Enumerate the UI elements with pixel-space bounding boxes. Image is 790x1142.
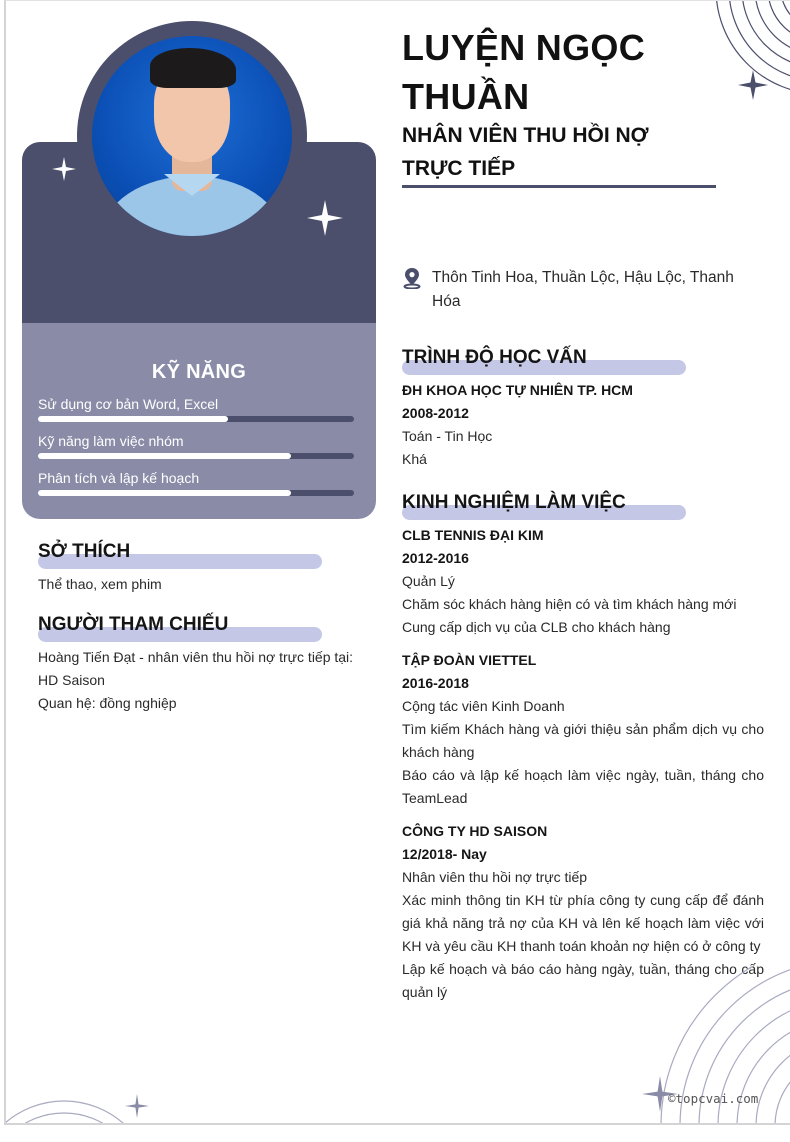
watermark: ©topcvai.com <box>668 1091 759 1106</box>
education-title: TRÌNH ĐỘ HỌC VẤN <box>402 347 587 369</box>
title-divider <box>402 185 716 188</box>
job-description: Lập kế hoạch và báo cáo hàng ngày, tuần, tháng cho cấp quản lý <box>402 961 764 1000</box>
education-grade: Khá <box>402 451 427 467</box>
job-description: Xác minh thông tin KH từ phía công ty cung cấp để đánh giá khả năng trả nợ của KH và lên kế hoạch làm việc với KH và yêu cầu KH thanh toán khoản nợ hiện có ở công ty <box>402 892 764 954</box>
candidate-name: LUYỆN NGỌC THUẦN <box>402 27 646 117</box>
sparkle-icon <box>738 70 768 100</box>
skill-label: Sử dụng cơ bản Word, Excel <box>38 396 219 412</box>
skill-bar <box>38 453 354 459</box>
hobbies-text: Thể thao, xem phim <box>38 576 162 592</box>
skills-title: KỸ NĂNG <box>151 361 247 383</box>
skill-bar <box>38 416 354 422</box>
reference-line: Hoàng Tiến Đạt - nhân viên thu hồi nợ trực tiếp tại: <box>38 649 354 665</box>
references-title: NGƯỜI THAM CHIẾU <box>38 614 228 636</box>
education-period: 2008-2012 <box>402 405 469 421</box>
job-period: 12/2018- Nay <box>402 846 487 862</box>
job-role: Cộng tác viên Kinh Doanh <box>402 698 565 714</box>
skill-label: Phân tích và lập kế hoạch <box>38 470 200 486</box>
experience-title: KINH NGHIỆM LÀM VIỆC <box>402 492 626 514</box>
job-description: Báo cáo và lập kế hoạch làm việc ngày, tuần, tháng cho TeamLead <box>402 767 764 806</box>
job-description: Chăm sóc khách hàng hiện có và tìm khách hàng mới <box>402 596 737 612</box>
skill-item <box>38 396 356 422</box>
job-company: CLB TENNIS ĐẠI KIM <box>402 527 544 543</box>
skills-section <box>22 323 376 519</box>
map-pin-icon <box>402 267 422 289</box>
job-period: 2016-2018 <box>402 675 469 691</box>
job-company: TẬP ĐOÀN VIETTEL <box>402 652 537 668</box>
reference-line: Quan hệ: đồng nghiệp <box>38 695 177 711</box>
job-role: Nhân viên thu hồi nợ trực tiếp <box>402 869 588 885</box>
skill-bar <box>38 490 354 496</box>
skill-bar-fill <box>38 490 291 496</box>
job-title: NHÂN VIÊN THU HỒI NỢ TRỰC TIẾP <box>402 124 649 180</box>
sparkle-icon <box>307 200 343 236</box>
job-role: Quản Lý <box>402 573 455 589</box>
job-company: CÔNG TY HD SAISON <box>402 823 548 839</box>
cv-page: KỸ NĂNG Sử dụng cơ bản Word, Excel Kỹ năng làm việc nhóm Phân tích và lập kế hoạch SỞ THÍCH Thể thao, xem phim NGƯỜI THAM CHIẾU Hoàng Tiến Đạt - nhân viên thu hồi nợ trực tiếp tại: HD Saison Quan hệ: đồng nghiệp LUYỆN NGỌC THUẦN NHÂN VIÊN THU HỒI NỢ TRỰC TIẾP Thôn Tinh Hoa, Thuần Lộc, Hậu Lộc, Thanh Hóa TRÌNH ĐỘ HỌC VẤN ĐH KHOA HỌC TỰ NHIÊN TP. HCM 2008-2012 Toán - Tin Học Khá KINH NGHIỆM LÀM VIỆC CLB TENNIS ĐẠI KIM 2012-2016 Quản Lý Chăm sóc khách hàng hiện có và tìm khách hàng mới Cung cấp dịch vụ của CLB cho khách hàng TẬP ĐOÀN VIETTEL 2016-2018 Cộng tác viên Kinh Doanh Tìm kiếm Khách hàng và giới thiệu sản phẩm dịch vụ cho khách hàng Báo cáo và lập kế hoạch làm việc ngày, tuần, tháng cho TeamLead CÔNG TY HD SAISON 12/2018- Nay Nhân viên thu hồi nợ trực tiếp Xác minh thông tin KH từ phía công ty cung cấp để đánh giá khả năng trả nợ của KH và lên kế hoạch làm việc với KH và yêu cầu KH thanh toán khoản nợ hiện có ở công ty Lập kế hoạch và báo cáo hàng ngày, tuần, tháng cho cấp quản lý ©topcvai.com <box>4 0 790 1125</box>
sparkle-icon <box>125 1094 149 1118</box>
job-description: Cung cấp dịch vụ của CLB cho khách hàng <box>402 619 671 635</box>
sparkle-icon <box>52 157 76 181</box>
skill-item <box>38 433 356 459</box>
skill-bar-fill <box>38 453 291 459</box>
job-period: 2012-2016 <box>402 550 469 566</box>
reference-line: HD Saison <box>38 672 105 688</box>
skill-item <box>38 470 356 496</box>
skill-label: Kỹ năng làm việc nhóm <box>38 433 184 449</box>
avatar <box>92 36 292 236</box>
job-description: Tìm kiếm Khách hàng và giới thiệu sản phẩm dịch vụ cho khách hàng <box>402 721 764 760</box>
hobbies-title: SỞ THÍCH <box>38 541 130 563</box>
education-school: ĐH KHOA HỌC TỰ NHIÊN TP. HCM <box>402 382 633 398</box>
education-major: Toán - Tin Học <box>402 428 493 444</box>
skill-bar-fill <box>38 416 228 422</box>
